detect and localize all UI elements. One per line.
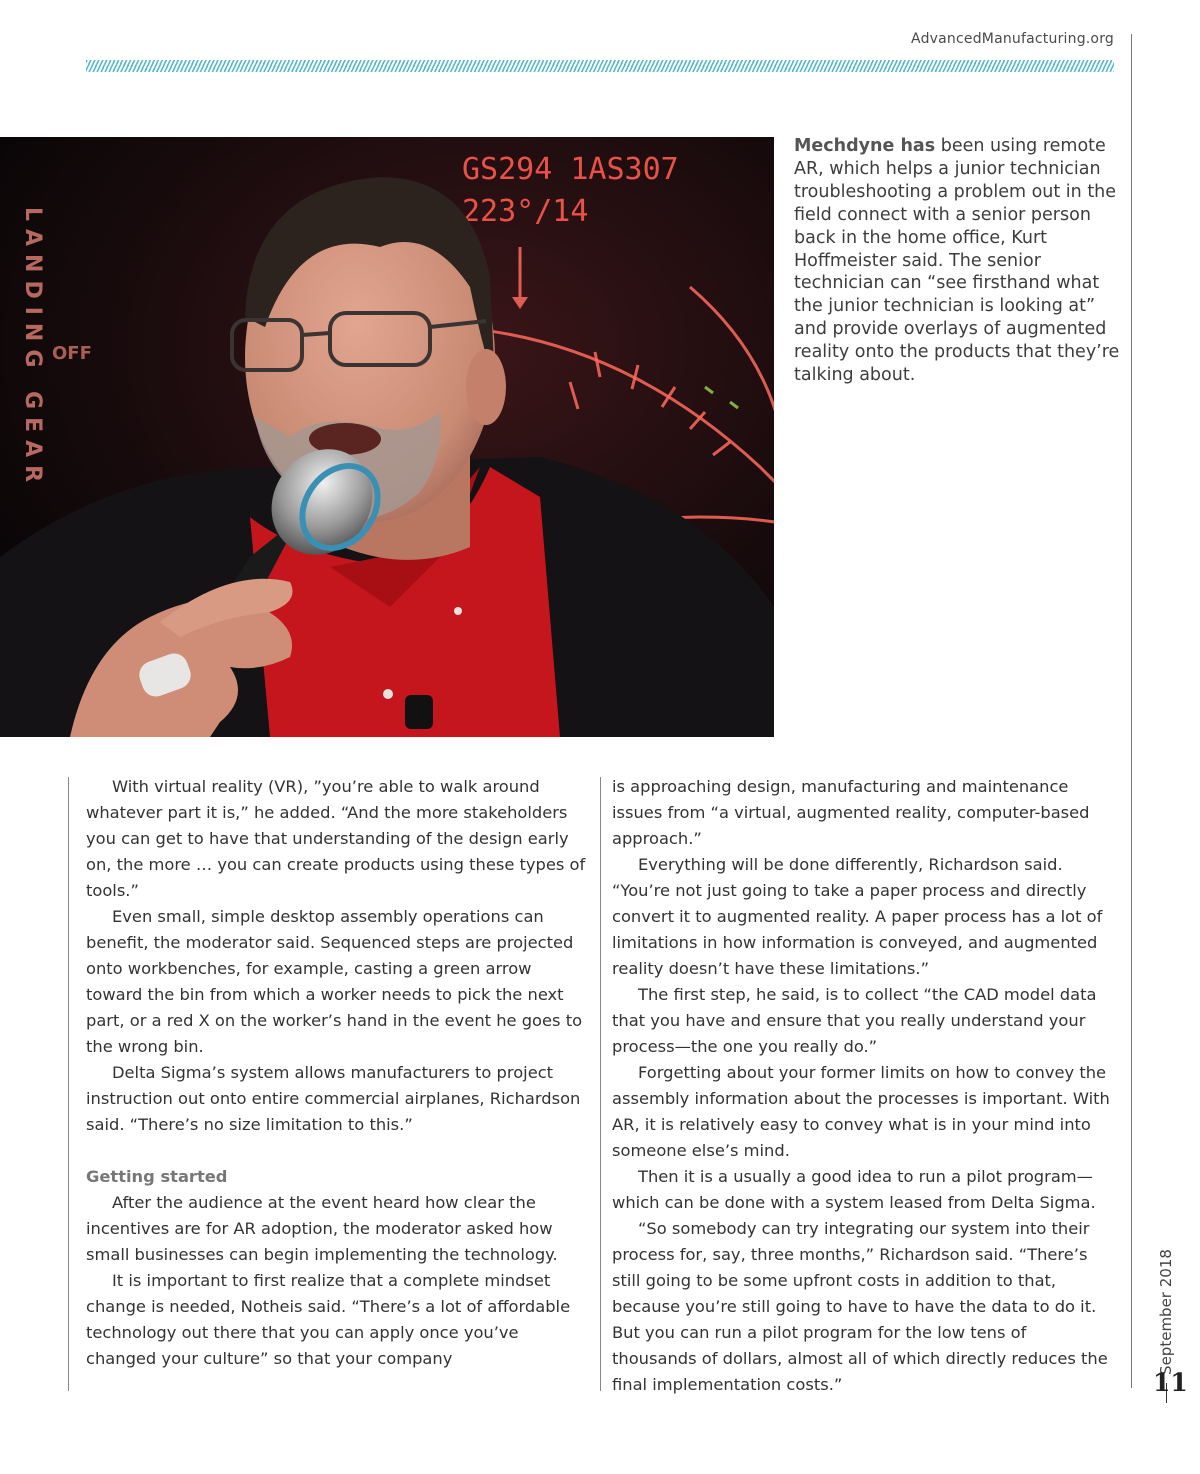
display-readout-1: GS294 1AS307: [462, 152, 679, 187]
article-paragraph: The first step, he said, is to collect “the CAD model data that you have and ensure that you really understand your process—the one you really do.”: [612, 985, 1097, 1056]
article-column-left: [86, 774, 586, 1372]
speaker-photo: [0, 137, 774, 737]
header-hatch-rule: [86, 60, 1114, 72]
article-paragraph: Delta Sigma’s system allows manufacturers to project instruction out onto entire commercial airplanes, Richardson said. “There’s no size limitation to this.”: [86, 1063, 581, 1134]
left-column-rule: [68, 777, 69, 1391]
article-paragraph: is approaching design, manufacturing and maintenance issues from “a virtual, augmented reality, computer-based approach.”: [612, 777, 1090, 848]
article-paragraph: Even small, simple desktop assembly operations can benefit, the moderator said. Sequenced steps are projected onto workbenches, for example, casting a green arrow toward the bin from which a worker needs to pick the next part, or a red X on the worker’s hand in the event he goes to the wrong bin.: [86, 907, 583, 1056]
article-paragraph: Forgetting about your former limits on how to convey the assembly information about the processes is important. With AR, it is relatively easy to convey what is in your mind into someone else’s mind.: [612, 1063, 1110, 1160]
article-paragraph: “So somebody can try integrating our system into their process for, say, three months,” Richardson said. “There’s still going to be some upfront costs in addition to that, because you’re still going to have to have the data to do it. But you can run a pilot program for the low tens of thousands of dollars, almost all of which directly reduces the final implementation costs.”: [612, 1219, 1108, 1394]
article-paragraph: After the audience at the event heard how clear the incentives are for AR adoption, the moderator asked how small businesses can begin implementing the technology.: [86, 1193, 558, 1264]
article-column-right: [612, 774, 1114, 1398]
article-paragraph: It is important to first realize that a complete mindset change is needed, Notheis said. “There’s a lot of affordable technology out there that you can apply once you’ve changed your culture” so that your company: [86, 1271, 571, 1368]
ear: [466, 349, 506, 425]
article-paragraph: Everything will be done differently, Richardson said. “You’re not just going to take a paper process and directly convert it to augmented reality. A paper process has a lot of limitations in how information is conveyed, and augmented reality doesn’t have these limitations.”: [612, 855, 1103, 978]
site-url[interactable]: AdvancedManufacturing.org: [911, 31, 1114, 47]
margin-rule: [1131, 34, 1132, 1388]
display-off-label: OFF: [52, 343, 92, 364]
display-readout-2: 223°/14: [462, 194, 589, 229]
article-paragraph: With virtual reality (VR), ”you’re able to walk around whatever part it is,” he added. “And the more stakeholders you can get to have that understanding of the design early on, the more … you can create products using these types of tools.”: [86, 777, 586, 900]
issue-date: September 2018: [1157, 1249, 1175, 1375]
section-subhead: Getting started: [86, 1167, 228, 1186]
display-vertical-label: LANDING GEAR: [20, 207, 45, 491]
right-column-rule: [600, 777, 601, 1391]
photo-caption: [794, 135, 1124, 387]
shirt-button: [454, 607, 462, 615]
caption-lead: Mechdyne has: [794, 136, 936, 156]
caption-text: been using remote AR, which helps a junior technician troubleshooting a problem out in the field connect with a senior person back in the home office, Kurt Hoffmeister said. The senior technician can “see firsthand what the junior technician is looking at” and provide overlays of augmented reality onto the products that they’re talking about.: [794, 136, 1120, 386]
page-number: 11: [1153, 1368, 1188, 1397]
article-paragraph: Then it is a usually a good idea to run a pilot program—which can be done with a system leased from Delta Sigma.: [612, 1167, 1096, 1212]
lapel-mic: [405, 695, 433, 729]
shirt-button: [383, 689, 393, 699]
